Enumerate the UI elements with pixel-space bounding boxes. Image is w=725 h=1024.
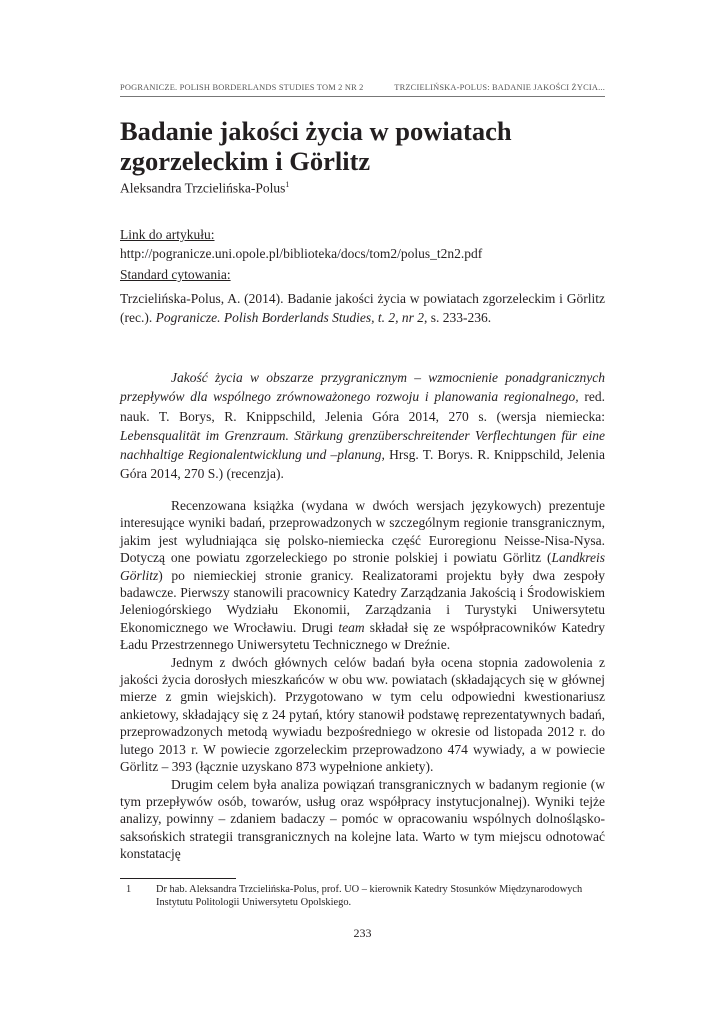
footnote-text: Dr hab. Aleksandra Trzcielińska-Polus, prof. UO – kierownik Katedry Stosunków Międzynarodowych Instytutu Politologii Uniwersytetu Opolskiego. <box>156 884 583 908</box>
author-name: Aleksandra Trzcielińska-Polus <box>120 180 286 196</box>
footnote <box>120 883 605 909</box>
citation-section <box>120 265 605 327</box>
footnote-separator <box>120 878 236 879</box>
author-footnote-mark[interactable]: 1 <box>285 180 290 189</box>
citation-plain: Trzcielińska-Polus, A. (2014). Badanie jakości życia w powiatach zgorzeleckim i Görlitz (rec.). <box>120 291 605 325</box>
citation-pages: , s. 233-236. <box>423 310 492 325</box>
book-details: red. nauk. T. Borys, R. Knippschild, Jelenia Góra 2014, 270 s. (wersja niemiecka: <box>120 389 605 424</box>
page-number: 233 <box>353 926 372 940</box>
paragraph-1-italic: Landkreis Görlitz <box>120 550 605 583</box>
link-label: Link do artykułu: <box>120 227 215 242</box>
citation-journal: Pogranicze. Polish Borderlands Studies, t. 2, nr 2 <box>155 310 424 325</box>
link-section <box>120 225 605 263</box>
paragraph-1 <box>120 497 605 654</box>
paragraph-3: Drugim celem była analiza powiązań transgranicznych w badanym regionie (w tym przepływów osób, towarów, usług oraz współpracy instytucjonalnej). Wyniki tejże analizy, powinny – zdaniem badaczy – pomóc w opracowaniu wspólnych dolnośląsko-saksońskich strategii transgranicznych na kolejne lata. Warto w tym miejscu odnotować konstatację <box>120 776 605 862</box>
paragraph-1-part: Recenzowana książka (wydana w dwóch wersjach językowych) prezentuje interesujące wyniki badań, przeprowadzonych w szczególnym regionie transgranicznym, jakim jest wyludniająca się polsko-niemiecka część Euroregionu Neisse-Nisa-Nysa. Dotyczą one powiatu zgorzeleckiego po stronie polskiej i powiatu Görlitz ( <box>120 498 605 566</box>
paragraph-2: Jednym z dwóch głównych celów badań była ocena stopnia zadowolenia z jakości życia dorosłych mieszkańców w obu ww. powiatach (składających się w głównej mierze z gmin wiejskich). Przygotowano w tym celu odpowiedni kwestionariusz ankietowy, składający się z 24 pytań, który stanowił podstawę reprezentatywnych badań, przeprowadzonych metodą wywiadu bezpośredniego w okresie od listopada 2012 r. do lutego 2013 r. W powiecie zgorzeleckim przeprowadzono 474 wywiady, a w powiecie Görlitz – 393 (łącznie uzyskano 873 wypełnione ankiety). <box>120 654 605 775</box>
body-text <box>120 497 605 863</box>
author-line <box>120 180 289 197</box>
journal-running-title: POGRANICZE. POLISH BORDERLANDS STUDIES TOM 2 NR 2 <box>120 83 364 92</box>
book-title-german: Lebensqualität im Grenzraum. Stärkung grenzüberschreitender Verflechtungen für eine nachhaltige Regionalentwicklung und –planung, <box>120 427 605 463</box>
book-details-german: Hrsg. T. Borys. R. Knippschild, Jelenia Góra 2014, 270 S.) (recenzja). <box>120 447 605 482</box>
article-running-title: TRZCIELIŃSKA-POLUS: BADANIE JAKOŚCI ŻYCIA... <box>394 83 605 92</box>
article-url[interactable]: http://pogranicze.uni.opole.pl/biblioteka/docs/tom2/polus_t2n2.pdf <box>120 246 483 261</box>
citation-label: Standard cytowania: <box>120 267 231 282</box>
article-title: Badanie jakości życia w powiatach zgorzeleckim i Görlitz <box>120 116 512 176</box>
citation-text <box>120 289 605 327</box>
paragraph-1-part: składał się ze współpracowników Katedry Ładu Przestrzennego Uniwersytetu Technicznego w Dreźnie. <box>120 619 605 653</box>
paragraph-1-part: ) po niemieckiej stronie granicy. Realizatorami projektu były dwa zespoły badawcze. Pierwszy stanowili pracownicy Katedry Zarządzania Jakością i Środowiskiem Jeleniogórskiego Wydziału Ekonomii, Zarządzania i Turystyki Uniwersytetu Ekonomicznego we Wrocławiu. Drugi <box>120 567 605 635</box>
paragraph-1-italic: team <box>338 619 365 635</box>
book-title-polish: Jakość życia w obszarze przygranicznym – wzmocnienie ponadgranicznych przepływów dla wspólnego zrównoważonego rozwoju i planowania regionalnego, <box>120 370 605 405</box>
running-header <box>120 83 605 97</box>
footnote-number: 1 <box>126 884 132 895</box>
review-subject <box>120 368 605 484</box>
